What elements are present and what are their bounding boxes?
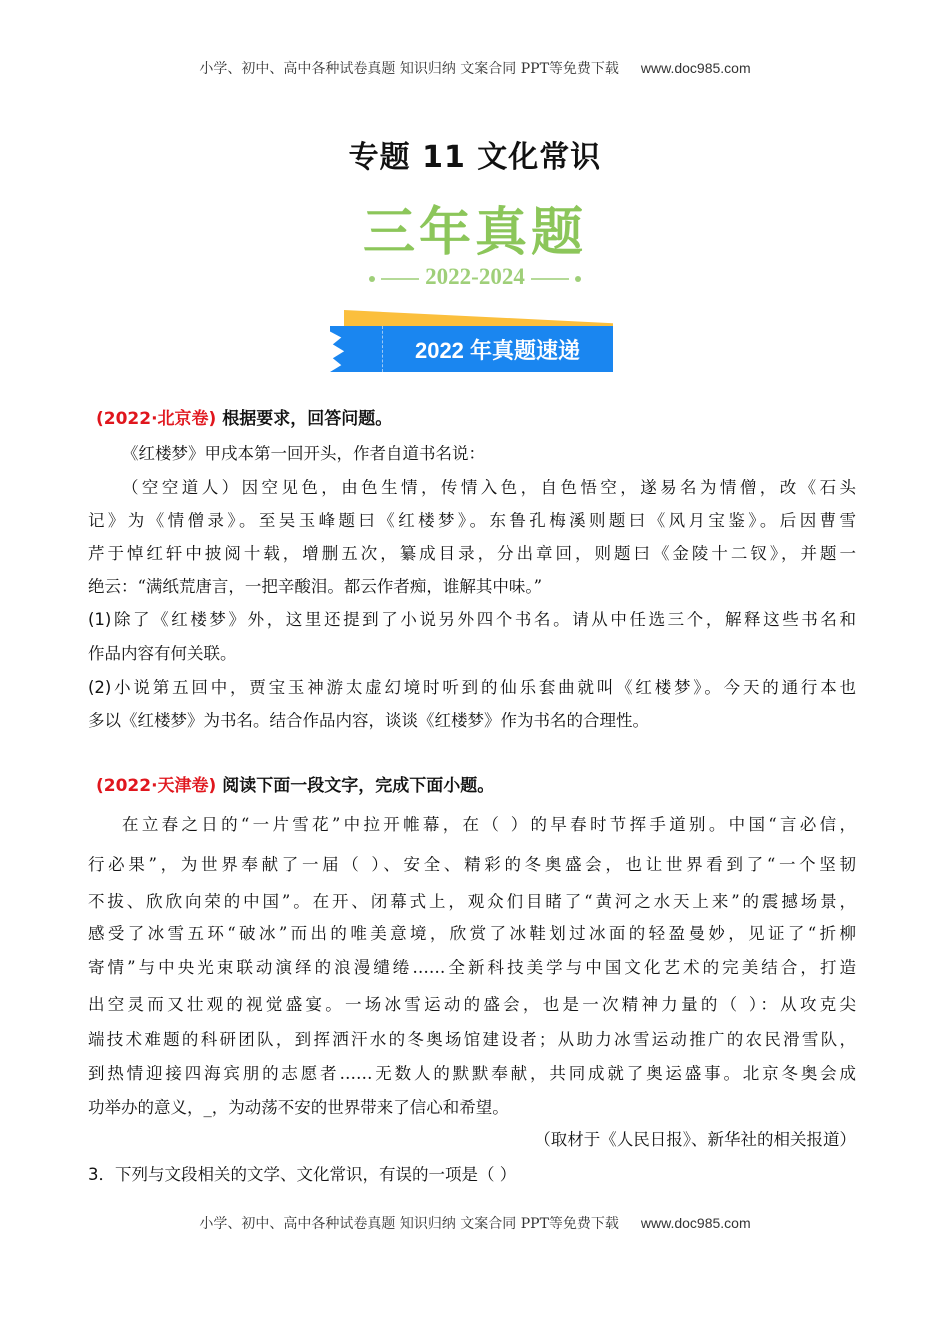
text-line: 到热情迎接四海宾朋的志愿者……无数人的默默奉献，共同成就了奥运盛事。北京冬奥会成 xyxy=(88,1064,856,1083)
text-line: 绝云：“满纸荒唐言，一把辛酸泪。都云作者痴，谁解其中味。” xyxy=(88,577,543,596)
header-link[interactable]: www.doc985.com xyxy=(640,60,751,76)
divider xyxy=(531,278,569,280)
year-range xyxy=(0,264,950,290)
text-line: 记》为《情僧录》。至吴玉峰题曰《红楼梦》。东鲁孔梅溪则题曰《风月宝鉴》。后因曹雪 xyxy=(88,511,856,530)
text-line: 感受了冰雪五环“破冰”而出的唯美意境，欣赏了冰鞋划过冰面的轻盈曼妙，见证了“折柳 xyxy=(88,924,856,943)
question-prompt: 根据要求，回答问题。 xyxy=(222,409,393,429)
text-line: 作品内容有何关联。 xyxy=(88,644,237,663)
source-citation: （取材于《人民日报》、新华社的相关报道） xyxy=(534,1130,856,1149)
text-line: 《红楼梦》甲戌本第一回开头，作者自道书名说： xyxy=(122,444,485,463)
text-line: 芹于悼红轩中披阅十载，增删五次，纂成目录，分出章回，则题曰《金陵十二钗》，并题一 xyxy=(88,544,856,563)
dot-icon xyxy=(369,276,375,282)
year-range-text: 2022-2024 xyxy=(425,264,525,289)
text-line: 多以《红楼梦》为书名。结合作品内容，谈谈《红楼梦》作为书名的合理性。 xyxy=(88,711,649,730)
text-line: (2)小说第五回中，贾宝玉神游太虚幻境时听到的仙乐套曲就叫《红楼梦》。今天的通行本也 xyxy=(88,678,856,697)
section-banner xyxy=(330,310,613,372)
header-text: 小学、初中、高中各种试卷真题 知识归纳 文案合同 PPT等免费下载 xyxy=(199,61,619,77)
subtitle-logo: 三年真题 xyxy=(362,203,587,263)
divider xyxy=(381,278,419,280)
question-source: (2022·北京卷) xyxy=(96,409,217,429)
question-heading-1 xyxy=(96,404,392,429)
question-prompt: 阅读下面一段文字，完成下面小题。 xyxy=(222,776,495,796)
page-header xyxy=(0,58,950,78)
text-line: 寄情”与中央光束联动演绎的浪漫缱绻……全新科技美学与中国文化艺术的完美结合，打造 xyxy=(88,958,856,977)
page-footer xyxy=(0,1213,950,1233)
footer-link[interactable]: www.doc985.com xyxy=(640,1215,751,1231)
footer-text: 小学、初中、高中各种试卷真题 知识归纳 文案合同 PPT等免费下载 xyxy=(199,1216,619,1232)
text-line: 在立春之日的“一片雪花”中拉开帷幕，在（ ）的早春时节挥手道别。中国“言必信， xyxy=(122,815,856,834)
question-source: (2022·天津卷) xyxy=(96,776,217,796)
text-line: 行必果”，为世界奉献了一届（ ）、安全、精彩的冬奥盛会，也让世界看到了“一个坚韧 xyxy=(88,855,856,874)
question-3: 3．下列与文段相关的文学、文化常识，有误的一项是（ ） xyxy=(88,1165,517,1184)
text-line: 不拔、欣欣向荣的中国”。在开、闭幕式上，观众们目睹了“黄河之水天上来”的震撼场景， xyxy=(88,892,856,911)
text-line: （空空道人）因空见色，由色生情，传情入色，自色悟空，遂易名为情僧，改《石头 xyxy=(122,478,856,497)
text-line: 出空灵而又壮观的视觉盛宴。一场冰雪运动的盛会，也是一次精神力量的（ ）：从攻克尖 xyxy=(88,995,856,1014)
text-line: 端技术难题的科研团队，到挥洒汗水的冬奥场馆建设者；从助力冰雪运动推广的农民滑雪队， xyxy=(88,1030,856,1049)
dot-icon xyxy=(575,276,581,282)
text-line: (1)除了《红楼梦》外，这里还提到了小说另外四个书名。请从中任选三个，解释这些书名和 xyxy=(88,610,856,629)
text-line: 功举办的意义，_，为动荡不安的世界带来了信心和希望。 xyxy=(88,1098,509,1117)
question-heading-2 xyxy=(96,771,494,796)
page-title: 专题 11 文化常识 xyxy=(348,140,602,175)
banner-text: 2022 年真题速递 xyxy=(414,338,581,363)
